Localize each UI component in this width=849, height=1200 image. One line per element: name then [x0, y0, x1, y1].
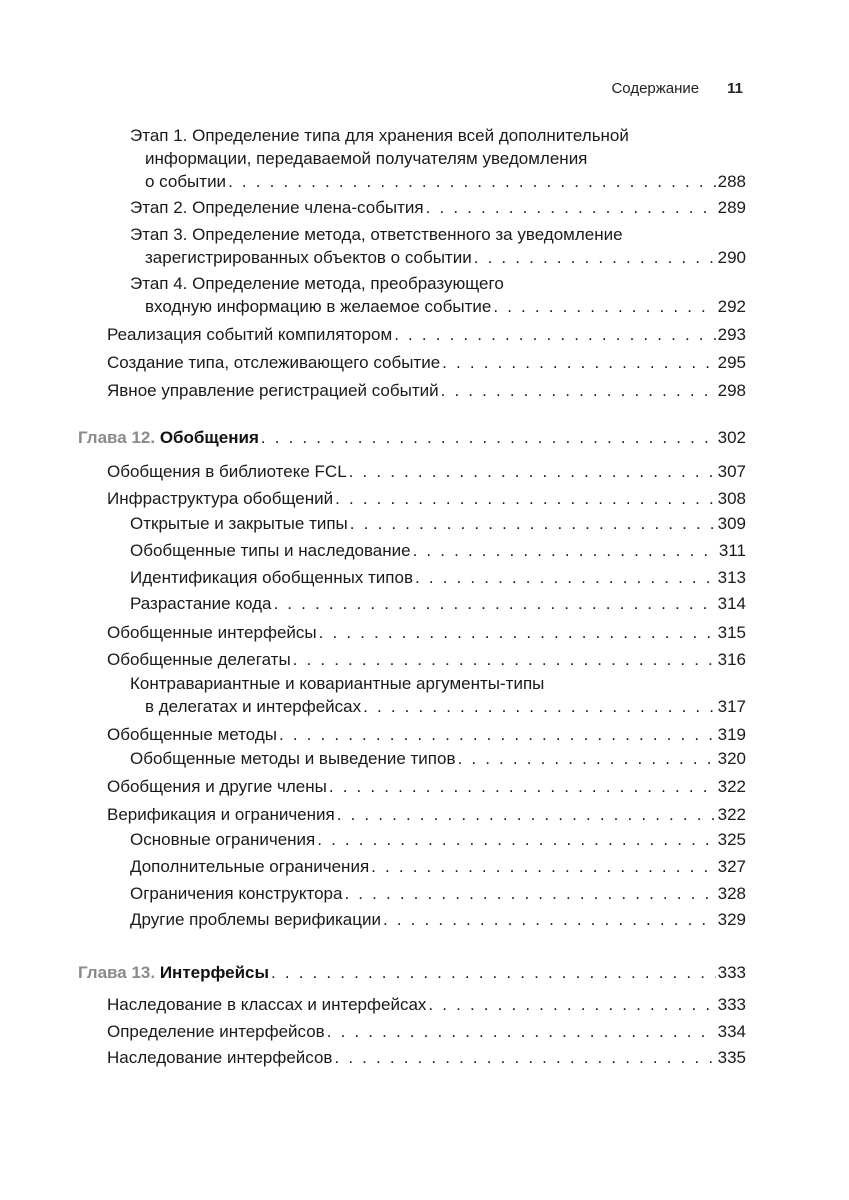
toc-entry-label: Ограничения конструктора	[130, 884, 343, 903]
toc-entry[interactable]	[0, 539, 849, 562]
leader-dots	[428, 993, 715, 1016]
toc-entry-label: Обобщенные интерфейсы	[107, 623, 317, 642]
chapter-number: Глава 13.	[78, 963, 156, 982]
toc-chapter-12[interactable]	[0, 426, 849, 449]
toc-page-number: 329	[717, 910, 746, 929]
leader-dots	[228, 170, 716, 193]
toc-entry[interactable]	[0, 828, 849, 851]
toc-entry[interactable]	[0, 1020, 849, 1043]
leader-dots	[349, 460, 716, 483]
toc-entry-stage-4[interactable]	[0, 272, 849, 318]
toc-chapter-13[interactable]	[0, 961, 849, 984]
toc-entry-line: Этап 4. Определение метода, преобразующего	[130, 274, 504, 293]
toc-entry-label: Верификация и ограничения	[107, 805, 335, 824]
leader-dots	[317, 828, 715, 851]
toc-page-number: 293	[717, 325, 746, 344]
leader-dots	[458, 747, 716, 770]
toc-entry-label: Обобщенные методы и выведение типов	[130, 749, 456, 768]
leader-dots	[334, 1046, 715, 1069]
toc-entry[interactable]	[0, 460, 849, 483]
toc-entry-line: Этап 1. Определение типа для хранения всей дополнительной	[130, 126, 629, 145]
toc-entry-line: Этап 3. Определение метода, ответственного за уведомление	[130, 225, 623, 244]
toc-page-number: 295	[717, 353, 746, 372]
toc-page-number: 288	[717, 172, 746, 191]
leader-dots	[271, 961, 716, 984]
page-number: 11	[727, 80, 743, 97]
chapter-title: Интерфейсы	[159, 963, 270, 982]
toc-page-number: 311	[718, 541, 746, 560]
toc-page-number: 313	[717, 568, 746, 587]
leader-dots	[493, 295, 715, 318]
toc-entry-label: о событии	[145, 172, 227, 191]
toc-page-number: 333	[717, 995, 746, 1014]
toc-page-number: 325	[717, 830, 746, 849]
toc-entry-stage-1[interactable]	[0, 124, 849, 193]
toc-entry-label: Создание типа, отслеживающего событие	[107, 353, 441, 372]
leader-dots	[350, 512, 716, 535]
toc-page-number: 314	[717, 594, 746, 613]
toc-entry[interactable]	[0, 648, 849, 671]
toc-entry[interactable]	[0, 672, 849, 718]
toc-entry-label: Дополнительные ограничения	[130, 857, 370, 876]
toc-entry[interactable]	[0, 487, 849, 510]
toc-page-number: 309	[717, 514, 746, 533]
toc-entry[interactable]	[0, 512, 849, 535]
leader-dots	[344, 882, 715, 905]
toc-entry[interactable]	[0, 621, 849, 644]
toc-entry[interactable]	[0, 747, 849, 770]
leader-dots	[442, 351, 715, 374]
leader-dots	[383, 908, 716, 931]
toc-entry-label: в делегатах и интерфейсах	[145, 697, 362, 716]
toc-page-number: 333	[717, 963, 746, 982]
chapter-title: Обобщения	[159, 428, 259, 447]
toc-page-number: 298	[717, 381, 746, 400]
toc-entry[interactable]	[0, 908, 849, 931]
toc-entry[interactable]	[0, 351, 849, 374]
leader-dots	[335, 487, 716, 510]
toc-page-number: 320	[717, 749, 746, 768]
leader-dots	[426, 196, 716, 219]
leader-dots	[273, 592, 715, 615]
leader-dots	[474, 246, 716, 269]
toc-entry-label: Обобщенные делегаты	[107, 650, 291, 669]
toc-page-number: 290	[717, 248, 746, 267]
leader-dots	[293, 648, 716, 671]
toc-entry-label: Обобщения в библиотеке FCL	[107, 462, 347, 481]
toc-page-number: 307	[717, 462, 746, 481]
toc-entry[interactable]	[0, 775, 849, 798]
toc-entry-label: Обобщенные методы	[107, 725, 277, 744]
chapter-number: Глава 12.	[78, 428, 156, 447]
toc-entry-stage-3[interactable]	[0, 223, 849, 269]
toc-page-number: 322	[717, 777, 746, 796]
toc-entry[interactable]	[0, 993, 849, 1016]
toc-entry-label: зарегистрированных объектов о событии	[145, 248, 472, 267]
toc-entry-label: Основные ограничения	[130, 830, 316, 849]
toc-entry-label: Обобщенные типы и наследование	[130, 541, 411, 560]
toc-entry-label: Открытые и закрытые типы	[130, 514, 348, 533]
toc-entry-label: Идентификация обобщенных типов	[130, 568, 413, 587]
toc-entry[interactable]	[0, 566, 849, 589]
toc-entry-label: Разрастание кода	[130, 594, 272, 613]
toc-entry[interactable]	[0, 855, 849, 878]
toc-entry-label: Обобщения и другие члены	[107, 777, 327, 796]
toc-page-number: 315	[717, 623, 746, 642]
toc-page-number: 308	[717, 489, 746, 508]
leader-dots	[413, 539, 717, 562]
toc-entry[interactable]	[0, 1046, 849, 1069]
toc-entry-label: входную информацию в желаемое событие	[145, 297, 492, 316]
leader-dots	[261, 426, 716, 449]
toc-page-number: 292	[717, 297, 746, 316]
leader-dots	[415, 566, 716, 589]
toc-entry-stage-2[interactable]	[0, 196, 849, 219]
leader-dots	[327, 1020, 716, 1043]
running-head	[611, 80, 743, 97]
toc-page-number: 302	[717, 428, 746, 447]
toc-entry[interactable]	[0, 803, 849, 826]
toc-page-number: 327	[717, 857, 746, 876]
toc-entry-label: Инфраструктура обобщений	[107, 489, 334, 508]
toc-entry-label: Явное управление регистрацией событий	[107, 381, 439, 400]
leader-dots	[337, 803, 716, 826]
toc-page-number: 316	[717, 650, 746, 669]
toc-entry-label: Определение интерфейсов	[107, 1022, 325, 1041]
toc-page-number: 328	[717, 884, 746, 903]
toc-entry[interactable]	[0, 882, 849, 905]
toc-page-number: 317	[717, 697, 746, 716]
leader-dots	[279, 723, 716, 746]
toc-entry[interactable]	[0, 379, 849, 402]
toc-page-number: 319	[717, 725, 746, 744]
leader-dots	[371, 855, 715, 878]
leader-dots	[441, 379, 716, 402]
toc-page-number: 322	[717, 805, 746, 824]
leader-dots	[319, 621, 716, 644]
toc-page-number: 334	[717, 1022, 746, 1041]
toc-entry-label: Этап 2. Определение члена-события	[130, 198, 424, 217]
toc-entry[interactable]	[0, 592, 849, 615]
toc-entry-label: Другие проблемы верификации	[130, 910, 381, 929]
toc-entry-line: Контравариантные и ковариантные аргументы-типы	[130, 674, 545, 693]
leader-dots	[329, 775, 716, 798]
toc-entry-label: Реализация событий компилятором	[107, 325, 393, 344]
toc-entry-line: информации, передаваемой получателям уведомления	[145, 149, 588, 168]
leader-dots	[394, 323, 715, 346]
leader-dots	[363, 695, 716, 718]
toc-entry[interactable]	[0, 323, 849, 346]
toc-entry-label: Наследование в классах и интерфейсах	[107, 995, 427, 1014]
running-head-section: Содержание	[611, 80, 700, 97]
toc-page-number: 335	[717, 1048, 746, 1067]
toc-entry-label: Наследование интерфейсов	[107, 1048, 333, 1067]
toc-page-number: 289	[717, 198, 746, 217]
toc-entry[interactable]	[0, 723, 849, 746]
